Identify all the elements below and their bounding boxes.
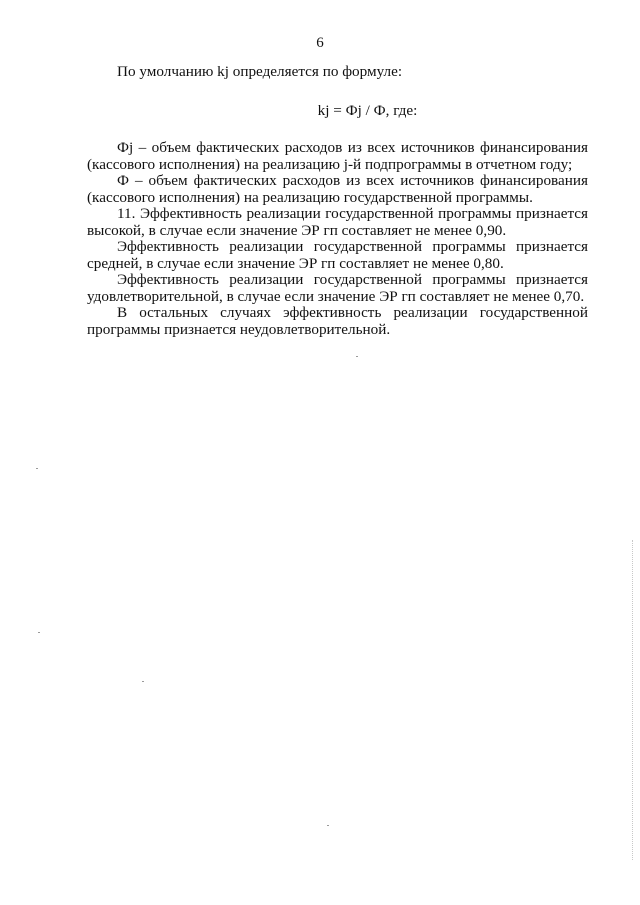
scan-edge-artifact: [632, 540, 634, 860]
scan-speck: [36, 468, 38, 469]
paragraph-unsatisfactory-efficiency: В остальных случаях эффективность реализации государственной программы признается неудовлетворительной.: [87, 304, 588, 338]
document-body: [87, 64, 588, 338]
page-number: 6: [316, 35, 324, 51]
paragraph-f-definition: Ф – объем фактических расходов из всех источников финансирования (кассового исполнения) на реализацию государственной программы.: [87, 172, 588, 206]
paragraph-satisfactory-efficiency: Эффективность реализации государственной программы признается удовлетворительной, в случае если значение ЭР гп составляет не менее 0,70.: [87, 271, 588, 305]
intro-line: По умолчанию kj определяется по формуле:: [117, 63, 403, 80]
scan-speck: [142, 681, 144, 682]
scan-speck: [38, 632, 40, 633]
paragraph-high-efficiency: 11. Эффективность реализации государственной программы признается высокой, в случае если значение ЭР гп составляет не менее 0,90.: [87, 205, 588, 239]
paragraph-fj-definition: Фj – объем фактических расходов из всех источников финансирования (кассового исполнения) на реализацию j-й подпрограммы в отчетном году;: [87, 139, 588, 173]
scan-speck: [327, 825, 329, 826]
paragraph-medium-efficiency: Эффективность реализации государственной программы признается средней, в случае если значение ЭР гп составляет не менее 0,80.: [87, 238, 588, 272]
scan-speck: [356, 356, 358, 357]
formula-line: kj = Фj / Ф, где:: [317, 101, 418, 119]
